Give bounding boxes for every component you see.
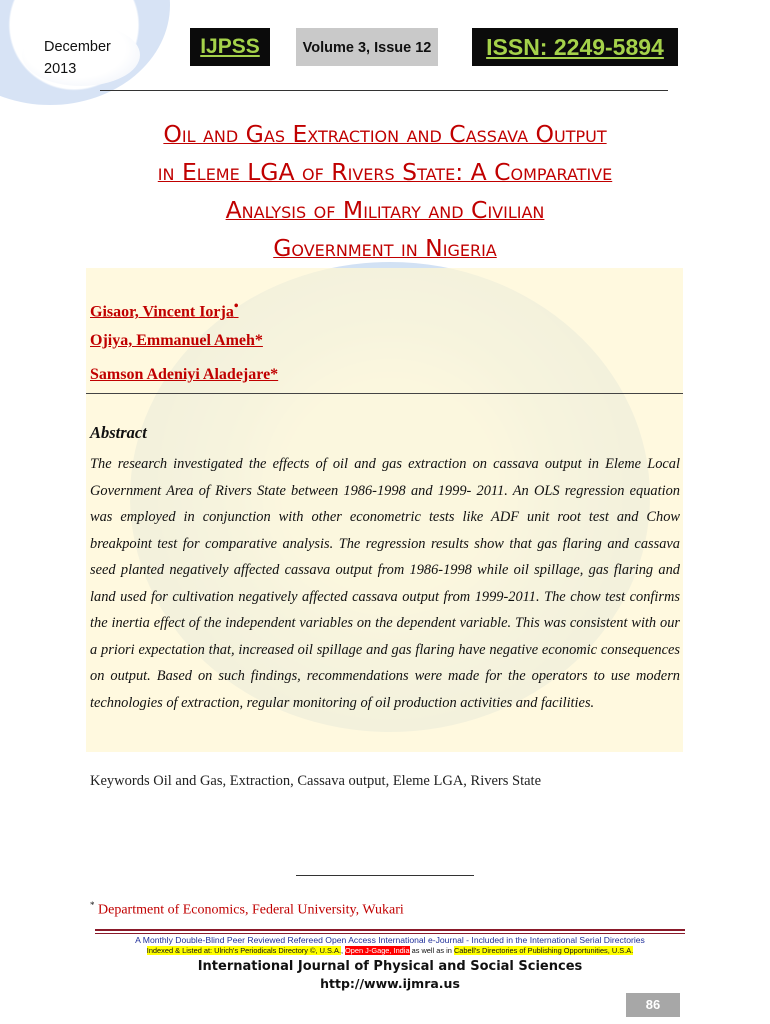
footer-monthly: A Monthly Double-Blind Peer Reviewed Refereed Open Access International e-Journal - Included in the International Serial Directories [135, 935, 645, 945]
indexed-cabell: Cabell's Directories of Publishing Opportunities, U.S.A. [453, 946, 634, 955]
indexed-sep: , [340, 946, 346, 955]
author-1 [90, 298, 239, 321]
title-line-3: Analysis of Military and Civilian [225, 196, 545, 224]
title-line-4: Government in Nigeria [273, 234, 497, 262]
issn-tag [472, 28, 678, 66]
authors-rule [86, 393, 683, 394]
title-line-1: Oil and Gas Extraction and Cassava Output [163, 120, 607, 148]
volume-issue: Volume 3, Issue 12 [296, 28, 438, 66]
issue-date [44, 36, 111, 80]
title-line-2: in Eleme LGA of Rivers State: A Comparative [157, 158, 613, 186]
page-number: 86 [626, 993, 680, 1017]
journal-name: International Journal of Physical and Social Sciences [197, 959, 583, 974]
footnote-mark: * [90, 900, 95, 910]
footnote [90, 900, 404, 919]
footer-rule-thin [95, 933, 685, 934]
footer-indexed [95, 946, 685, 955]
issue-year: 2013 [44, 61, 77, 77]
journal-url[interactable]: http://www.ijmra.us [320, 976, 460, 991]
author-1-name: Gisaor, Vincent Iorja [90, 303, 234, 321]
indexed-ulrich: Indexed & Listed at: Ulrich's Periodicals Directory ©, U.S.A. [146, 946, 341, 955]
abstract-heading: Abstract [90, 423, 147, 442]
abstract-text: The research investigated the effects of oil and gas extraction on cassava output in Eleme Local Government Area of Rivers State between 1986-1998 and 1999- 2011. An OLS regression equation was employed in conjunction with other econometric tests like ADF unit root test and Chow breakpoint test for comparative analysis. The regression results show that gas flaring and cassava seed planted negatively affected cassava output from 1986-1998 while oil spillage, gas flaring and land used for cultivation negatively affected cassava output from 1999-2011. The chow test confirms the inertia effect of the independent variables on the dependent variable. This was consistent with our a priori expectation that, increased oil spillage and gas flaring have negative economic consequences on output. Based on such findings, recommendations were made for the operators to use modern technologies of extraction, regular monitoring of oil production activities and facilities. [90, 456, 680, 711]
footer-rule [95, 929, 685, 931]
indexed-as-well: as well as in [409, 946, 454, 955]
author-3: Samson Adeniyi Aladejare* [90, 366, 279, 383]
issn: ISSN: 2249-5894 [486, 34, 664, 60]
author-2: Ojiya, Emmanuel Ameh* [90, 332, 263, 349]
journal-abbr: IJPSS [200, 35, 260, 58]
author-1-mark: • [233, 298, 239, 313]
keywords: Keywords Oil and Gas, Extraction, Cassava output, Eleme LGA, Rivers State [90, 773, 542, 789]
footnote-rule [296, 875, 474, 876]
issue-month: December [44, 39, 111, 55]
indexed-jgage: Open J-Gage, India [345, 946, 410, 955]
header-rule [100, 90, 668, 91]
footnote-text: Department of Economics, Federal University, Wukari [94, 902, 404, 918]
journal-abbr-tag [190, 28, 270, 66]
